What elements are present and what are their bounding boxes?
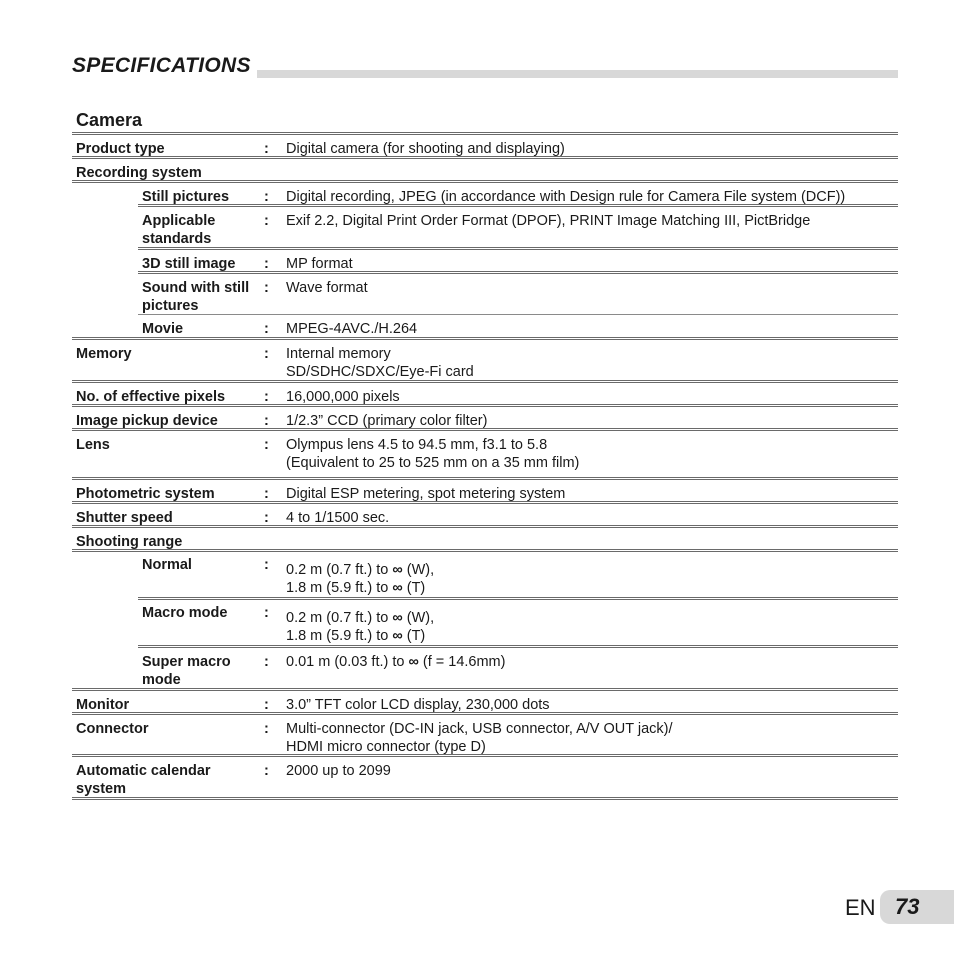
spec-value: Wave format bbox=[286, 280, 368, 296]
spec-label bbox=[76, 762, 261, 798]
spec-label: Product type bbox=[76, 141, 165, 157]
spec-label bbox=[142, 279, 262, 315]
spec-colon: : bbox=[264, 256, 269, 272]
infinity-symbol: ∞ bbox=[392, 562, 403, 578]
value-text: (W), bbox=[402, 610, 435, 626]
value-text: 0.01 m (0.03 ft.) to bbox=[286, 654, 409, 670]
spec-colon: : bbox=[264, 280, 269, 296]
label-line: standards bbox=[142, 231, 212, 247]
spec-group-label: Recording system bbox=[76, 165, 202, 181]
spec-colon: : bbox=[264, 189, 269, 205]
value-line: Olympus lens 4.5 to 94.5 mm, f3.1 to 5.8 bbox=[286, 437, 548, 453]
value-text: (T) bbox=[402, 628, 426, 644]
spec-row-movie bbox=[72, 315, 898, 337]
spec-value bbox=[286, 561, 894, 597]
value-text: (W), bbox=[402, 562, 435, 578]
section-title: SPECIFICATIONS bbox=[72, 54, 257, 78]
spec-row-connector bbox=[72, 715, 898, 754]
spec-label: Image pickup device bbox=[76, 413, 218, 429]
label-line: Applicable bbox=[142, 213, 216, 229]
spec-value: Exif 2.2, Digital Print Order Format (DPOF), PRINT Image Matching III, PictBridge bbox=[286, 213, 811, 229]
spec-value: Digital recording, JPEG (in accordance with Design rule for Camera File system (DCF)) bbox=[286, 189, 846, 205]
spec-value bbox=[286, 345, 894, 381]
spec-value bbox=[286, 436, 894, 472]
spec-row-sound-with-still bbox=[72, 274, 898, 314]
spec-label: Macro mode bbox=[142, 605, 228, 621]
spec-label: Still pictures bbox=[142, 189, 230, 205]
spec-row-automatic-calendar bbox=[72, 757, 898, 797]
value-line: SD/SDHC/SDXC/Eye-Fi card bbox=[286, 364, 474, 380]
value-text: (f = 14.6mm) bbox=[418, 654, 506, 670]
spec-label: Connector bbox=[76, 721, 149, 737]
spec-colon: : bbox=[264, 321, 269, 337]
spec-colon: : bbox=[264, 486, 269, 502]
spec-label: Normal bbox=[142, 557, 192, 573]
spec-value: Digital camera (for shooting and displaying) bbox=[286, 141, 565, 157]
spec-row-monitor bbox=[72, 691, 898, 712]
subsection-title-camera: Camera bbox=[76, 110, 143, 130]
infinity-symbol: ∞ bbox=[392, 628, 403, 644]
spec-colon: : bbox=[264, 389, 269, 405]
spec-value: 1/2.3” CCD (primary color filter) bbox=[286, 413, 488, 429]
spec-value: 3.0” TFT color LCD display, 230,000 dots bbox=[286, 697, 550, 713]
value-line: HDMI micro connector (type D) bbox=[286, 739, 486, 755]
label-line: Sound with still bbox=[142, 280, 250, 296]
spec-colon: : bbox=[264, 437, 269, 453]
spec-value: MP format bbox=[286, 256, 353, 272]
label-line: mode bbox=[142, 672, 181, 688]
spec-label: Monitor bbox=[76, 697, 130, 713]
spec-label: No. of effective pixels bbox=[76, 389, 226, 405]
spec-label: 3D still image bbox=[142, 256, 236, 272]
page-number: 73 bbox=[895, 894, 920, 919]
spec-label: Movie bbox=[142, 321, 184, 337]
label-line: Automatic calendar bbox=[76, 763, 211, 779]
label-line: Super macro bbox=[142, 654, 231, 670]
spec-colon: : bbox=[264, 721, 269, 737]
spec-value: 16,000,000 pixels bbox=[286, 389, 400, 405]
spec-value: MPEG-4AVC./H.264 bbox=[286, 321, 418, 337]
value-line: (Equivalent to 25 to 525 mm on a 35 mm film) bbox=[286, 455, 580, 471]
spec-label: Shutter speed bbox=[76, 510, 173, 526]
spec-value: Digital ESP metering, spot metering system bbox=[286, 486, 566, 502]
spec-colon: : bbox=[264, 413, 269, 429]
value-line: Multi-connector (DC-IN jack, USB connector, A/V OUT jack)/ bbox=[286, 721, 673, 737]
spec-colon: : bbox=[264, 510, 269, 526]
spec-row-product-type bbox=[72, 135, 898, 156]
value-text: (T) bbox=[402, 580, 426, 596]
spec-group-label: Shooting range bbox=[76, 534, 183, 550]
spec-value bbox=[286, 720, 894, 756]
spec-row-recording-system bbox=[72, 159, 898, 180]
spec-colon: : bbox=[264, 605, 269, 621]
spec-value bbox=[286, 609, 894, 645]
spec-colon: : bbox=[264, 213, 269, 229]
language-label: EN bbox=[845, 895, 876, 920]
spec-row-shutter-speed bbox=[72, 504, 898, 525]
label-line: pictures bbox=[142, 298, 199, 314]
spec-row-effective-pixels bbox=[72, 383, 898, 404]
value-text: 1.8 m (5.9 ft.) to bbox=[286, 580, 393, 596]
spec-value: 2000 up to 2099 bbox=[286, 763, 391, 779]
spec-row-lens bbox=[72, 431, 898, 477]
spec-colon: : bbox=[264, 697, 269, 713]
spec-label: Lens bbox=[76, 437, 110, 453]
value-text: 0.2 m (0.7 ft.) to bbox=[286, 610, 393, 626]
specifications-table bbox=[72, 132, 898, 800]
spec-row-applicable-standards bbox=[72, 207, 898, 247]
spec-row-3d-still-image bbox=[72, 250, 898, 271]
spec-row-shooting-range bbox=[72, 528, 898, 549]
value-text: 0.2 m (0.7 ft.) to bbox=[286, 562, 393, 578]
spec-colon: : bbox=[264, 654, 269, 670]
spec-row-still-pictures bbox=[72, 183, 898, 204]
spec-row-image-pickup-device bbox=[72, 407, 898, 428]
spec-label: Memory bbox=[76, 346, 132, 362]
infinity-symbol: ∞ bbox=[392, 580, 403, 596]
spec-colon: : bbox=[264, 346, 269, 362]
spec-label bbox=[142, 212, 262, 248]
spec-row-super-macro bbox=[72, 648, 898, 688]
spec-row-memory bbox=[72, 340, 898, 380]
infinity-symbol: ∞ bbox=[392, 610, 403, 626]
spec-label: Photometric system bbox=[76, 486, 215, 502]
spec-value: 4 to 1/1500 sec. bbox=[286, 510, 390, 526]
value-line: Internal memory bbox=[286, 346, 391, 362]
infinity-symbol: ∞ bbox=[408, 654, 419, 670]
spec-row-normal bbox=[72, 552, 898, 597]
spec-row-macro-mode bbox=[72, 600, 898, 645]
label-line: system bbox=[76, 781, 126, 797]
spec-value bbox=[286, 653, 894, 671]
spec-colon: : bbox=[264, 763, 269, 779]
value-text: 1.8 m (5.9 ft.) to bbox=[286, 628, 393, 644]
spec-row-photometric-system bbox=[72, 480, 898, 501]
spec-label bbox=[142, 653, 262, 689]
spec-colon: : bbox=[264, 141, 269, 157]
spec-colon: : bbox=[264, 557, 269, 573]
